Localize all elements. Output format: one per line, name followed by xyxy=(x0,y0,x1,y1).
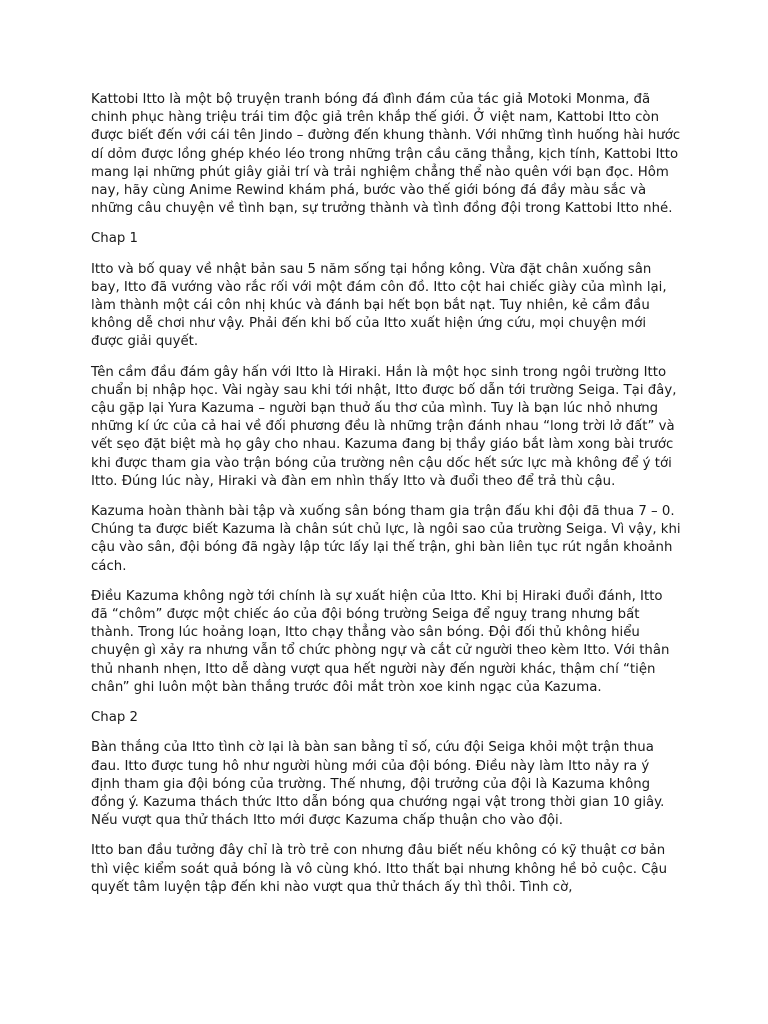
paragraph: Điều Kazuma không ngờ tới chính là sự xuất hiện của Itto. Khi bị Hiraki đuổi đánh, Itto đã “chôm” được một chiếc áo của đội bóng trường Seiga để nguỵ trang nhưng bất thành. Trong lúc hoảng loạn, Itto chạy thẳng vào sân bóng. Đội đối thủ không hiểu chuyện gì xảy ra nhưng vẫn tổ chức phòng ngự và cắt cử người theo kèm Itto. Với thân thủ nhanh nhẹn, Itto dễ dàng vượt qua hết người này đến người khác, thậm chí “tiện chân” ghi luôn một bàn thắng trước đôi mắt tròn xoe kinh ngạc của Kazuma. xyxy=(91,588,670,695)
intro-paragraph: Kattobi Itto là một bộ truyện tranh bóng đá đình đám của tác giả Motoki Monma, đã chinh phục hàng triệu trái tim độc giả trên khắp thế giới. Ở việt nam, Kattobi Itto còn được biết đến với cái tên Jindo – đường đến khung thành. Với những tình huống hài hước dí dỏm được lồng ghép khéo léo trong những trận cầu căng thẳng, kịch tính, Kattobi Itto mang lại những phút giây giải trí và trải nghiệm chẳng thể nào quên với bạn đọc. Hôm nay, hãy cùng Anime Rewind khám phá, bước vào thế giới bóng đá đầy màu sắc và những câu chuyện về tình bạn, sự trưởng thành và tình đồng đội trong Kattobi Itto nhé. xyxy=(91,92,681,217)
chapter-heading-1: Chap 1 xyxy=(91,231,138,247)
chapter-heading-2: Chap 2 xyxy=(91,710,138,726)
paragraph: Tên cầm đầu đám gây hấn với Itto là Hiraki. Hắn là một học sinh trong ngôi trường Itto chuẩn bị nhập học. Vài ngày sau khi tới nhật, Itto được bố dẫn tới trường Seiga. Tại đây, cậu gặp lại Yura Kazuma – người bạn thuở ấu thơ của mình. Tuy là bạn lúc nhỏ nhưng những kí ức của cả hai về đối phương đều là những trận đánh nhau “long trời lở đất” và vết sẹo đặt biệt mà họ gây cho nhau. Kazuma đang bị thầy giáo bắt làm xong bài trước khi được tham gia vào trận bóng của trường nên cậu dốc hết sức lực mà không để ý tới Itto. Đúng lúc này, Hiraki và đàn em nhìn thấy Itto và đuổi theo để trả thù cậu. xyxy=(91,364,677,489)
document-page xyxy=(91,91,681,909)
paragraph: Itto và bố quay về nhật bản sau 5 năm sống tại hồng kông. Vừa đặt chân xuống sân bay, Itto đã vướng vào rắc rối với một đám côn đồ. Itto cột hai chiếc giày của mình lại, làm thành một cái côn nhị khúc và đánh bại hết bọn bắt nạt. Tuy nhiên, kẻ cầm đầu không dễ chơi như vậy. Phải đến khi bố của Itto xuất hiện ứng cứu, mọi chuyện mới được giải quyết. xyxy=(91,261,667,350)
paragraph: Kazuma hoàn thành bài tập và xuống sân bóng tham gia trận đấu khi đội đã thua 7 – 0. Chúng ta được biết Kazuma là chân sút chủ lực, là ngôi sao của trường Seiga. Vì vậy, khi cậu vào sân, đội bóng đã ngày lập tức lấy lại thế trận, ghi bàn liên tục rút ngắn khoảnh cách. xyxy=(91,504,681,574)
paragraph: Itto ban đầu tưởng đây chỉ là trò trẻ con nhưng đâu biết nếu không có kỹ thuật cơ bản thì việc kiểm soát quả bóng là vô cùng khó. Itto thất bại nhưng không hề bỏ cuộc. Cậu quyết tâm luyện tập đến khi nào vượt qua thử thách ấy thì thôi. Tình cờ, xyxy=(91,843,668,895)
paragraph: Bàn thắng của Itto tình cờ lại là bàn san bằng tỉ số, cứu đội Seiga khỏi một trận thua đau. Itto được tung hô như người hùng mới của đội bóng. Điều này làm Itto nảy ra ý định tham gia đội bóng của trường. Thế nhưng, đội trưởng của đội là Kazuma không đồng ý. Kazuma thách thức Itto dẫn bóng qua chướng ngại vật trong thời gian 10 giây. Nếu vượt qua thử thách Itto mới được Kazuma chấp thuận cho vào đội. xyxy=(91,740,665,829)
